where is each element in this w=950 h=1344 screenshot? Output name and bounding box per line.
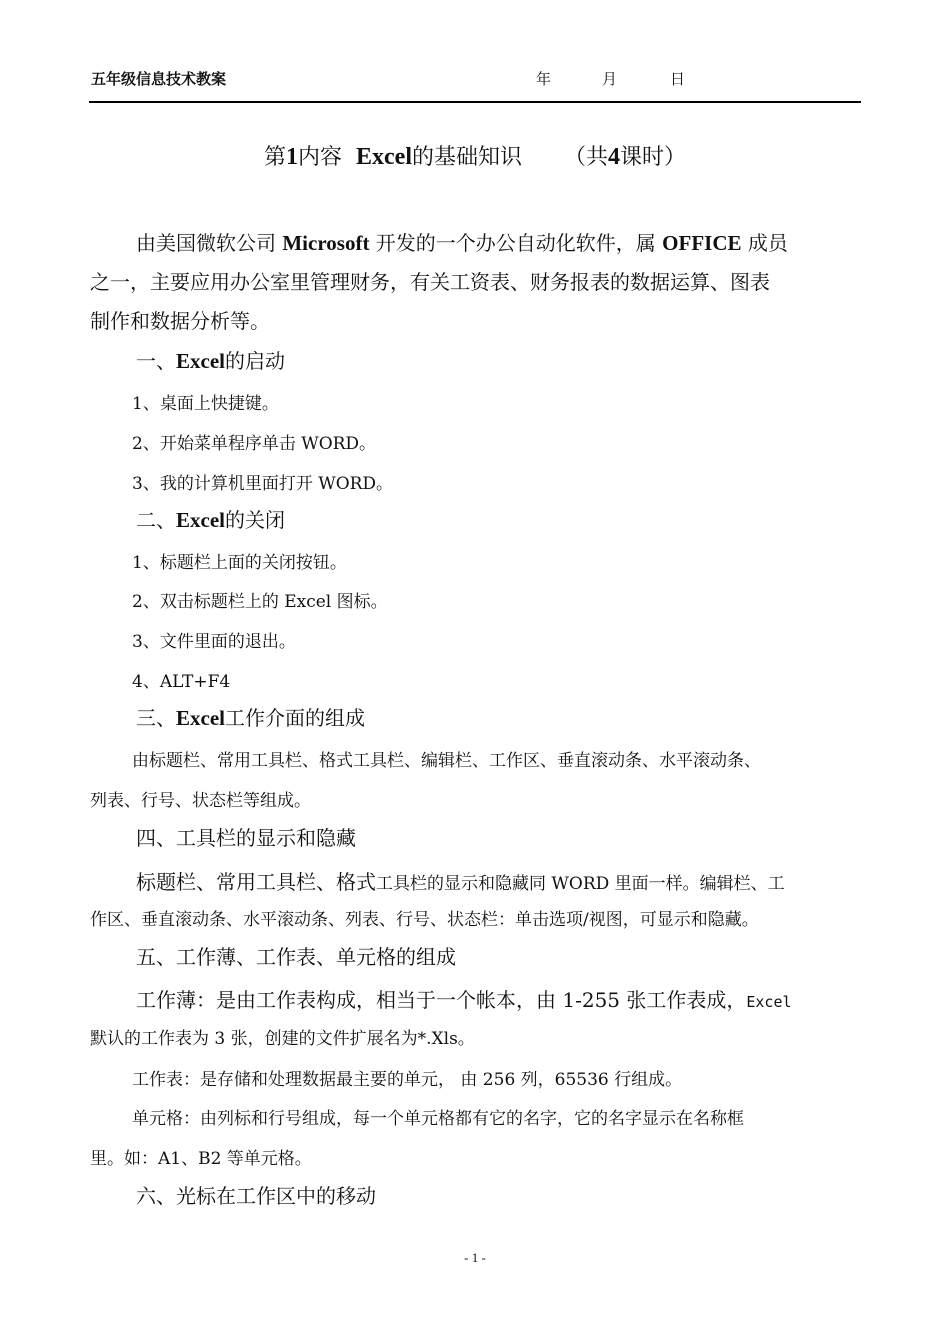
intro-line-1: 由美国微软公司 Microsoft 开发的一个办公自动化软件，属 OFFICE 成员 bbox=[136, 231, 788, 255]
section-4-line-1: 标题栏、常用工具栏、格式工具栏的显示和隐藏同 WORD 里面一样。编辑栏、工 bbox=[136, 870, 785, 894]
section-3-heading: 三、Excel工作介面的组成 bbox=[136, 706, 365, 730]
page-header bbox=[89, 68, 861, 92]
section-3-line-2: 列表、行号、状态栏等组成。 bbox=[90, 791, 311, 811]
page-number: - 1 - bbox=[464, 1250, 486, 1265]
list-item: 3、文件里面的退出。 bbox=[132, 632, 296, 652]
date-year: 年 bbox=[536, 70, 552, 88]
section-2-heading: 二、Excel的关闭 bbox=[136, 508, 285, 532]
list-item: 3、我的计算机里面打开 WORD。 bbox=[132, 474, 394, 494]
lesson-title: 第1内容 Excel的基础知识 （共4课时） bbox=[263, 144, 687, 170]
workbook-line-2: 默认的工作表为 3 张，创建的文件扩展名为*.Xls。 bbox=[90, 1029, 475, 1049]
list-item: 2、开始菜单程序单击 WORD。 bbox=[132, 434, 377, 454]
section-3-line-1: 由标题栏、常用工具栏、格式工具栏、编辑栏、工作区、垂直滚动条、水平滚动条、 bbox=[132, 751, 761, 771]
list-item: 4、ALT+F4 bbox=[132, 672, 231, 692]
date-month: 月 bbox=[602, 70, 618, 88]
list-item: 1、桌面上快捷键。 bbox=[132, 394, 279, 414]
header-rule bbox=[89, 101, 861, 103]
section-4-line-2: 作区、垂直滚动条、水平滚动条、列表、行号、状态栏：单击选项/视图，可显示和隐藏。 bbox=[90, 910, 759, 930]
date-day: 日 bbox=[670, 70, 686, 88]
cell-line-2: 里。如：A1、B2 等单元格。 bbox=[90, 1149, 312, 1169]
intro-line-3: 制作和数据分析等。 bbox=[90, 309, 270, 333]
intro-line-2: 之一，主要应用办公室里管理财务，有关工资表、财务报表的数据运算、图表 bbox=[90, 270, 770, 294]
worksheet-line: 工作表：是存储和处理数据最主要的单元， 由 256 列，65536 行组成。 bbox=[132, 1070, 683, 1090]
section-6-heading: 六、光标在工作区中的移动 bbox=[136, 1184, 376, 1208]
section-5-heading: 五、工作薄、工作表、单元格的组成 bbox=[136, 945, 456, 969]
section-1-heading: 一、Excel的启动 bbox=[136, 349, 285, 373]
cell-line-1: 单元格：由列标和行号组成，每一个单元格都有它的名字，它的名字显示在名称框 bbox=[132, 1109, 744, 1129]
course-name: 五年级信息技术教案 bbox=[91, 70, 227, 88]
list-item: 1、标题栏上面的关闭按钮。 bbox=[132, 553, 347, 573]
workbook-line-1: 工作薄：是由工作表构成，相当于一个帐本，由 1-255 张工作表成，Excel bbox=[136, 988, 792, 1012]
section-4-heading: 四、工具栏的显示和隐藏 bbox=[136, 826, 356, 850]
list-item: 2、双击标题栏上的 Excel 图标。 bbox=[132, 592, 388, 612]
